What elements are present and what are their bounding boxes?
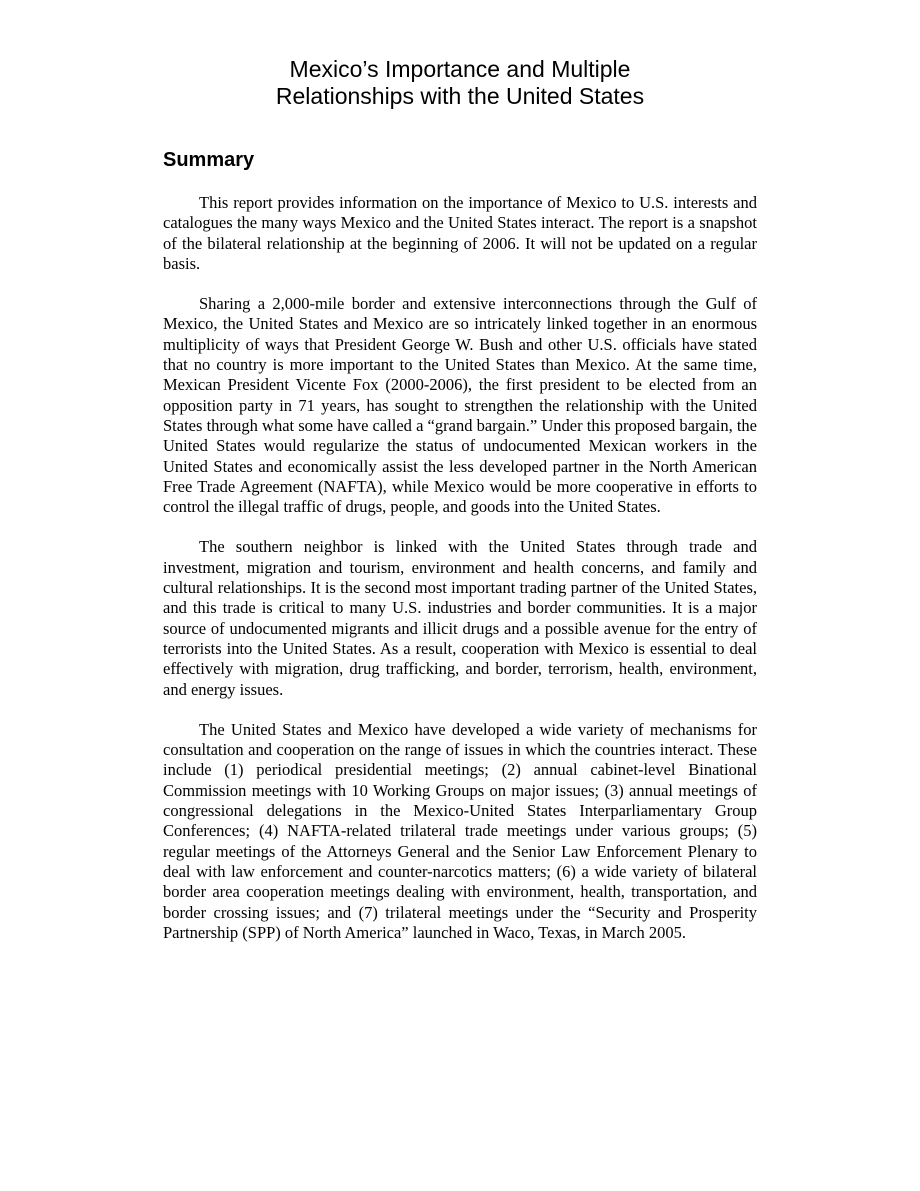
summary-body	[163, 193, 757, 963]
section-heading-summary: Summary	[163, 149, 255, 171]
summary-paragraph-3: The southern neighbor is linked with the United States through trade and investment, migration and tourism, environment and health concerns, and family and cultural relationships. It is the second most important trading partner of the United States, and this trade is critical to many U.S. industries and border communities. It is a major source of undocumented migrants and illicit drugs and a possible avenue for the entry of terrorists into the United States. As a result, cooperation with Mexico is essential to deal effectively with migration, drug trafficking, and border, terrorism, health, environment, and energy issues.	[163, 537, 757, 699]
page-title-line-2: Relationships with the United States	[275, 83, 645, 109]
summary-paragraph-4: The United States and Mexico have developed a wide variety of mechanisms for consultation and cooperation on the range of issues in which the countries interact. These include (1) periodical presidential meetings; (2) annual cabinet-level Binational Commission meetings with 10 Working Groups on major issues; (3) annual meetings of congressional delegations in the Mexico-United States Interparliamentary Group Conferences; (4) NAFTA-related trilateral trade meetings under various groups; (5) regular meetings of the Attorneys General and the Senior Law Enforcement Plenary to deal with law enforcement and counter-narcotics matters; (6) a wide variety of bilateral border area cooperation meetings dealing with environment, health, transportation, and border crossing issues; and (7) trilateral meetings under the “Security and Prosperity Partnership (SPP) of North America” launched in Waco, Texas, in March 2005.	[163, 719, 757, 942]
summary-paragraph-2: Sharing a 2,000-mile border and extensive interconnections through the Gulf of Mexico, the United States and Mexico are so intricately linked together in an enormous multiplicity of ways that President George W. Bush and other U.S. officials have stated that no country is more important to the United States than Mexico. At the same time, Mexican President Vicente Fox (2000-2006), the first president to be elected from an opposition party in 71 years, has sought to strengthen the relationship with the United States through what some have called a “grand bargain.” Under this proposed bargain, the United States would regularize the status of undocumented Mexican workers in the United States and economically assist the less developed partner in the North American Free Trade Agreement (NAFTA), while Mexico would be more cooperative in efforts to control the illegal traffic of drugs, people, and goods into the United States.	[163, 294, 757, 517]
page-title-line-1: Mexico’s Importance and Multiple	[289, 56, 631, 82]
page-title	[163, 56, 757, 110]
summary-paragraph-1: This report provides information on the importance of Mexico to U.S. interests and catalogues the many ways Mexico and the United States interact. The report is a snapshot of the bilateral relationship at the beginning of 2006. It will not be updated on a regular basis.	[163, 193, 757, 273]
